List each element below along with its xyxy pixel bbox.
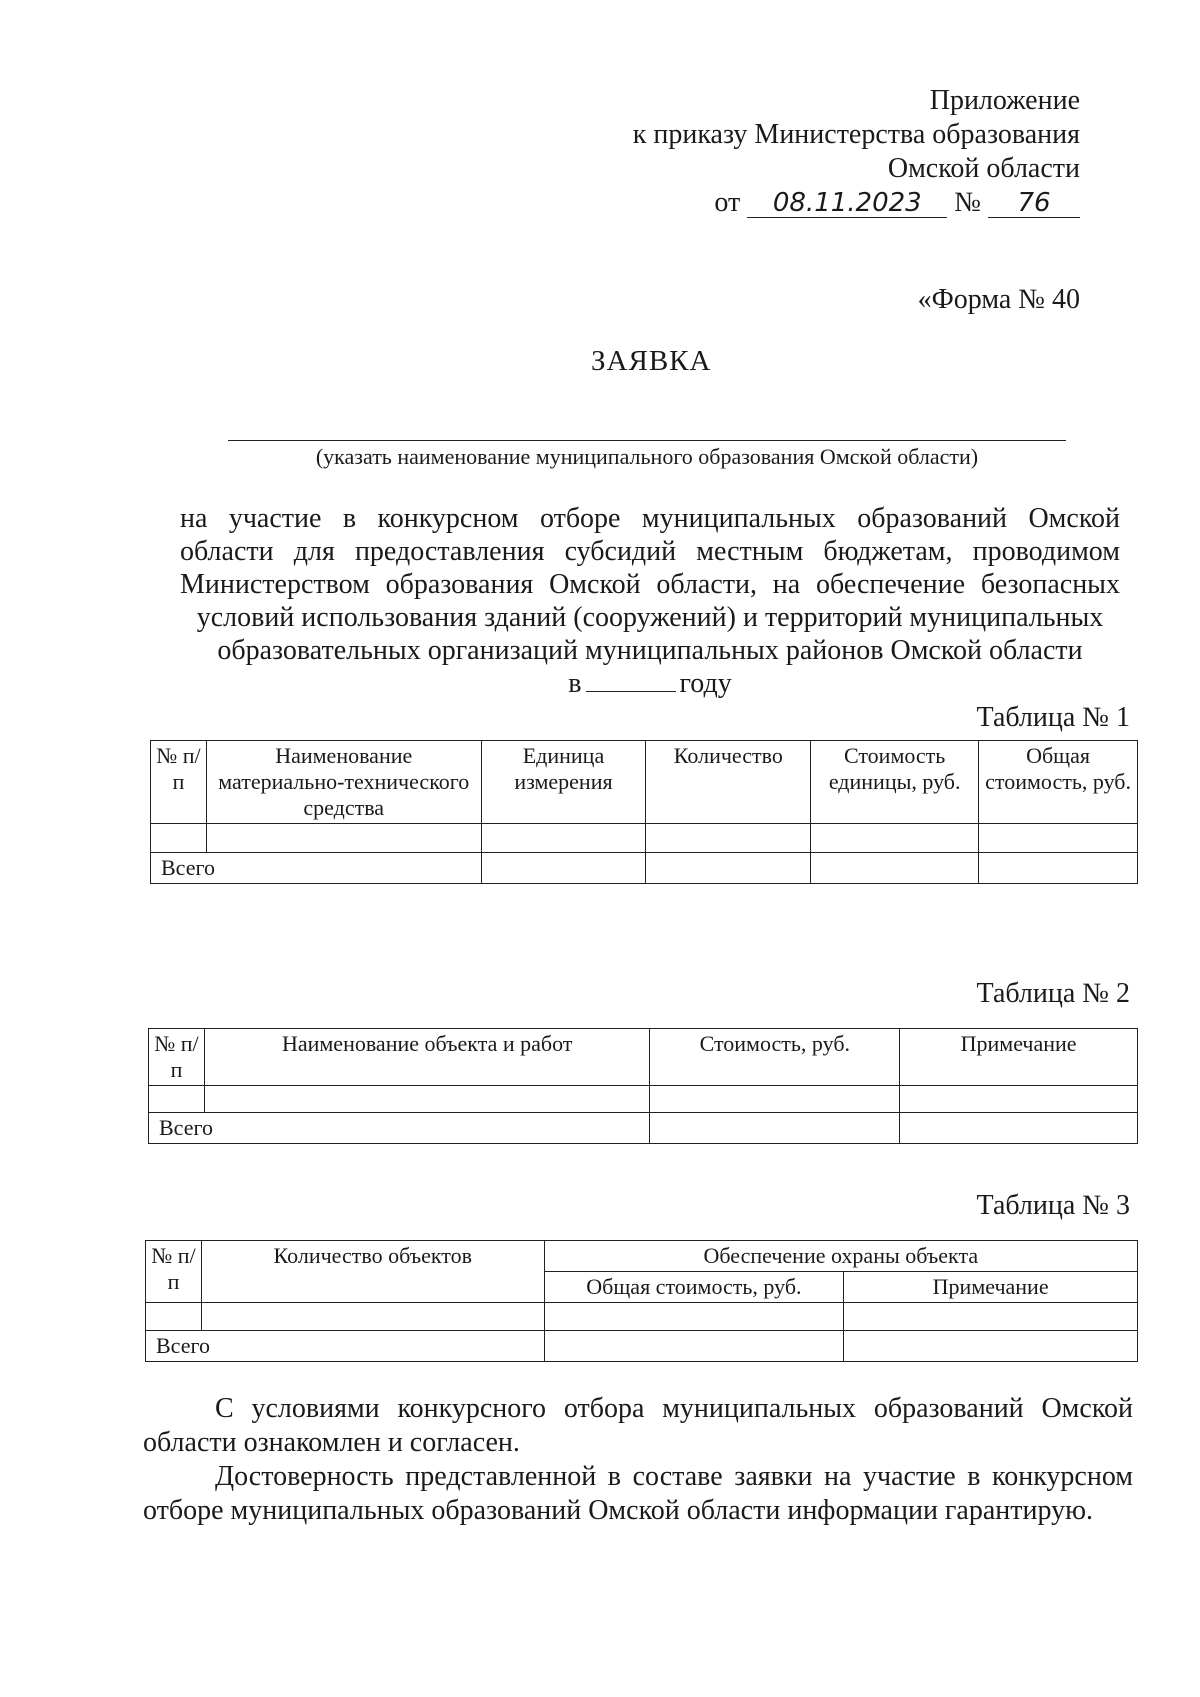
- table3-col-note: Примечание: [844, 1272, 1138, 1303]
- table1-total-row: [151, 853, 1138, 884]
- table-cell[interactable]: [650, 1113, 900, 1144]
- table1-col-unit-cost: Стоимость единицы, руб.: [811, 741, 979, 824]
- table-row: [151, 824, 1138, 853]
- table-cell[interactable]: [811, 853, 979, 884]
- table1-total-label: Всего: [151, 853, 482, 884]
- table3-col-group: Обеспечение охраны объекта: [544, 1241, 1137, 1272]
- table-cell[interactable]: [204, 1086, 649, 1113]
- table2-total-label: Всего: [149, 1113, 650, 1144]
- table-cell[interactable]: [646, 824, 811, 853]
- table-cell[interactable]: [844, 1303, 1138, 1331]
- municipality-blank-line: [228, 440, 1066, 441]
- table-cell[interactable]: [146, 1303, 202, 1331]
- table-cell[interactable]: [206, 824, 481, 853]
- table-cell[interactable]: [544, 1331, 844, 1362]
- table2-col-num: № п/п: [149, 1029, 205, 1086]
- appendix-date-number-line: [714, 186, 1080, 220]
- purpose-line: области для предоставления субсидий местным бюджетам, проводимом: [180, 536, 1120, 567]
- table3-total-label: Всего: [146, 1331, 545, 1362]
- closing-paragraph-agreement: С условиями конкурсного отбора муниципальных образований Омской области ознакомлен и согласен.: [143, 1393, 1133, 1458]
- table-cell[interactable]: [844, 1331, 1138, 1362]
- year-line: [180, 667, 1120, 700]
- table1-col-num: № п/п: [151, 741, 207, 824]
- appendix-title: Приложение: [929, 85, 1080, 116]
- year-blank: [586, 667, 676, 692]
- table-cell[interactable]: [646, 853, 811, 884]
- table1-col-unit: Единица измерения: [481, 741, 646, 824]
- order-date: 08.11.2023: [747, 189, 947, 218]
- table-cell[interactable]: [650, 1086, 900, 1113]
- table1-col-total-cost: Общая стоимость, руб.: [979, 741, 1138, 824]
- appendix-order-line: к приказу Министерства образования: [632, 119, 1080, 150]
- table2-col-cost: Стоимость, руб.: [650, 1029, 900, 1086]
- purpose-line: на участие в конкурсном отборе муниципальных образований Омской: [180, 503, 1120, 534]
- table3-col-count: Количество объектов: [201, 1241, 544, 1303]
- purpose-line: Министерством образования Омской области, на обеспечение безопасных: [180, 569, 1120, 600]
- table3-col-cost: Общая стоимость, руб.: [544, 1272, 844, 1303]
- table3-header-row-1: [146, 1241, 1138, 1272]
- table1-col-qty: Количество: [646, 741, 811, 824]
- table-row: [146, 1303, 1138, 1331]
- table1-caption: Таблица № 1: [976, 702, 1130, 733]
- table-cell[interactable]: [481, 824, 646, 853]
- table2-col-object: Наименование объекта и работ: [204, 1029, 649, 1086]
- appendix-region-line: Омской области: [887, 153, 1080, 184]
- closing-text: [143, 1392, 1133, 1528]
- table3-col-num: № п/п: [146, 1241, 202, 1303]
- table1: [150, 740, 1138, 884]
- municipality-caption: (указать наименование муниципального образования Омской области): [315, 444, 979, 469]
- year-prefix: в: [568, 668, 582, 699]
- form-number-label: «Форма № 40: [917, 284, 1080, 315]
- table2-total-row: [149, 1113, 1138, 1144]
- table-cell[interactable]: [979, 853, 1138, 884]
- table2: [148, 1028, 1138, 1144]
- closing-paragraph-guarantee: Достоверность представленной в составе заявки на участие в конкурсном отборе муниципальных образований Омской области информации гарантирую.: [143, 1461, 1133, 1526]
- table2-header-row: [149, 1029, 1138, 1086]
- table-cell[interactable]: [149, 1086, 205, 1113]
- table2-caption: Таблица № 2: [976, 978, 1130, 1009]
- purpose-line: образовательных организаций муниципальных районов Омской области: [217, 635, 1083, 666]
- purpose-line: условий использования зданий (сооружений) и территорий муниципальных: [196, 602, 1104, 633]
- number-label: №: [954, 187, 981, 218]
- table3: [145, 1240, 1138, 1362]
- from-label: от: [714, 187, 741, 218]
- table3-total-row: [146, 1331, 1138, 1362]
- table1-header-row: [151, 741, 1138, 824]
- table-cell[interactable]: [544, 1303, 844, 1331]
- table-cell[interactable]: [900, 1113, 1138, 1144]
- page-title: ЗАЯВКА: [591, 345, 712, 377]
- order-number: 76: [988, 189, 1080, 218]
- table-cell[interactable]: [979, 824, 1138, 853]
- table2-col-note: Примечание: [900, 1029, 1138, 1086]
- table-cell[interactable]: [151, 824, 207, 853]
- year-suffix: году: [679, 668, 732, 699]
- application-purpose-paragraph: [180, 502, 1120, 700]
- table1-col-name: Наименование материально-технического средства: [206, 741, 481, 824]
- table-cell[interactable]: [201, 1303, 544, 1331]
- table3-caption: Таблица № 3: [976, 1190, 1130, 1221]
- table-cell[interactable]: [481, 853, 646, 884]
- table-cell[interactable]: [811, 824, 979, 853]
- table-cell[interactable]: [900, 1086, 1138, 1113]
- table-row: [149, 1086, 1138, 1113]
